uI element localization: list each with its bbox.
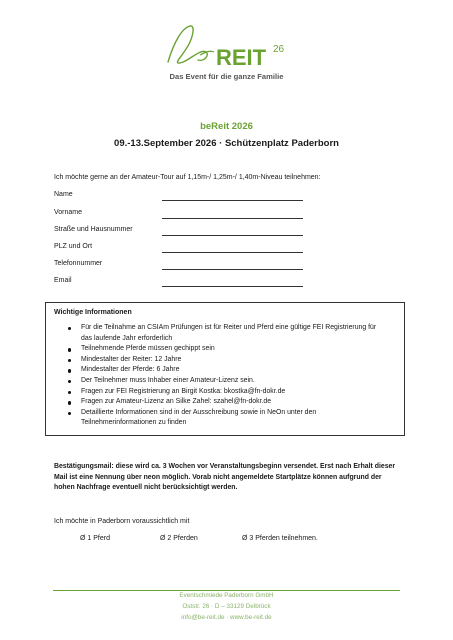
footer-divider bbox=[53, 590, 400, 591]
name-field[interactable] bbox=[54, 191, 309, 201]
field-label: Telefonnummer bbox=[54, 260, 103, 267]
footer-contact: info@be-reit.de · www.be-reit.de bbox=[181, 614, 272, 621]
field-blank-line[interactable] bbox=[162, 269, 303, 270]
list-item: Mindestalter der Pferde: 6 Jahre bbox=[46, 365, 381, 376]
field-blank-line[interactable] bbox=[162, 235, 303, 236]
form-intro: Ich möchte gerne an der Amateur-Tour auf 1,15m-/ 1,25m-/ 1,40m-Niveau teilnehmen: bbox=[54, 174, 321, 181]
list-item: Fragen zur FEI Registrierung an Birgit Kostka: bkostka@fn-dokr.de bbox=[46, 387, 381, 398]
vorname-field[interactable] bbox=[54, 209, 309, 219]
option-one-horse[interactable]: Ø 1 Pferd bbox=[80, 535, 110, 542]
field-blank-line[interactable] bbox=[162, 252, 303, 253]
tagline: Das Event für die ganze Familie bbox=[169, 72, 284, 81]
field-blank-line[interactable] bbox=[162, 286, 303, 287]
street-field[interactable] bbox=[54, 226, 309, 236]
info-title: Wichtige Informationen bbox=[54, 309, 132, 316]
option-three-horses[interactable]: Ø 3 Pferden teilnehmen. bbox=[242, 535, 318, 542]
field-label: PLZ und Ort bbox=[54, 243, 93, 250]
phone-field[interactable] bbox=[54, 260, 309, 270]
logo-wordmark: REIT bbox=[216, 45, 267, 70]
field-label: Name bbox=[54, 191, 73, 198]
horses-question: Ich möchte in Paderborn voraussichtlich mit bbox=[54, 518, 190, 525]
event-date-location: 09.-13.September 2026 · Schützenplatz Paderborn bbox=[114, 138, 339, 149]
field-label: Email bbox=[54, 277, 72, 284]
footer-company: Eventschmiede Paderborn GmbH bbox=[179, 592, 274, 599]
list-item: Für die Teilnahme an CSIAm Prüfungen ist für Reiter und Pferd eine gültige FEI Registrierung für das laufende Jahr erforderlich bbox=[46, 323, 381, 344]
info-box bbox=[45, 302, 405, 436]
field-label: Straße und Hausnummer bbox=[54, 226, 133, 233]
confirmation-notice: Bestätigungsmail: diese wird ca. 3 Wochen vor Veranstaltungsbeginn versendet. Erst nach Erhalt dieser Mail ist eine Nennung über neon möglich. Vorab nicht angemeldete Startplätze können aufgrund der hohen Nachfrage eventuell nicht berücksichtigt werden. bbox=[54, 463, 396, 491]
email-field[interactable] bbox=[54, 277, 309, 287]
list-item: Detaillierte Informationen sind in der Ausschreibung sowie in NeOn unter den Teilnehmerinformationen zu finden bbox=[46, 408, 381, 429]
list-item: Teilnehmende Pferde müssen gechippt sein bbox=[46, 344, 381, 355]
footer-address: Oststr. 26 · D – 33129 Delbrück bbox=[182, 603, 271, 610]
field-label: Vorname bbox=[54, 209, 83, 216]
list-item: Der Teilnehmer muss Inhaber einer Amateur-Lizenz sein. bbox=[46, 376, 381, 387]
option-two-horses[interactable]: Ø 2 Pferden bbox=[160, 535, 198, 542]
list-item: Mindestalter der Reiter: 12 Jahre bbox=[46, 355, 381, 366]
logo bbox=[160, 22, 300, 72]
info-list bbox=[46, 323, 381, 429]
list-item: Fragen zur Amateur-Lizenz an Silke Zahel: szahel@fn-dokr.de bbox=[46, 397, 381, 408]
zip-city-field[interactable] bbox=[54, 243, 309, 253]
field-blank-line[interactable] bbox=[162, 218, 303, 219]
logo-superscript: 26 bbox=[273, 44, 285, 55]
event-title: beReit 2026 bbox=[200, 121, 253, 132]
field-blank-line[interactable] bbox=[162, 200, 303, 201]
